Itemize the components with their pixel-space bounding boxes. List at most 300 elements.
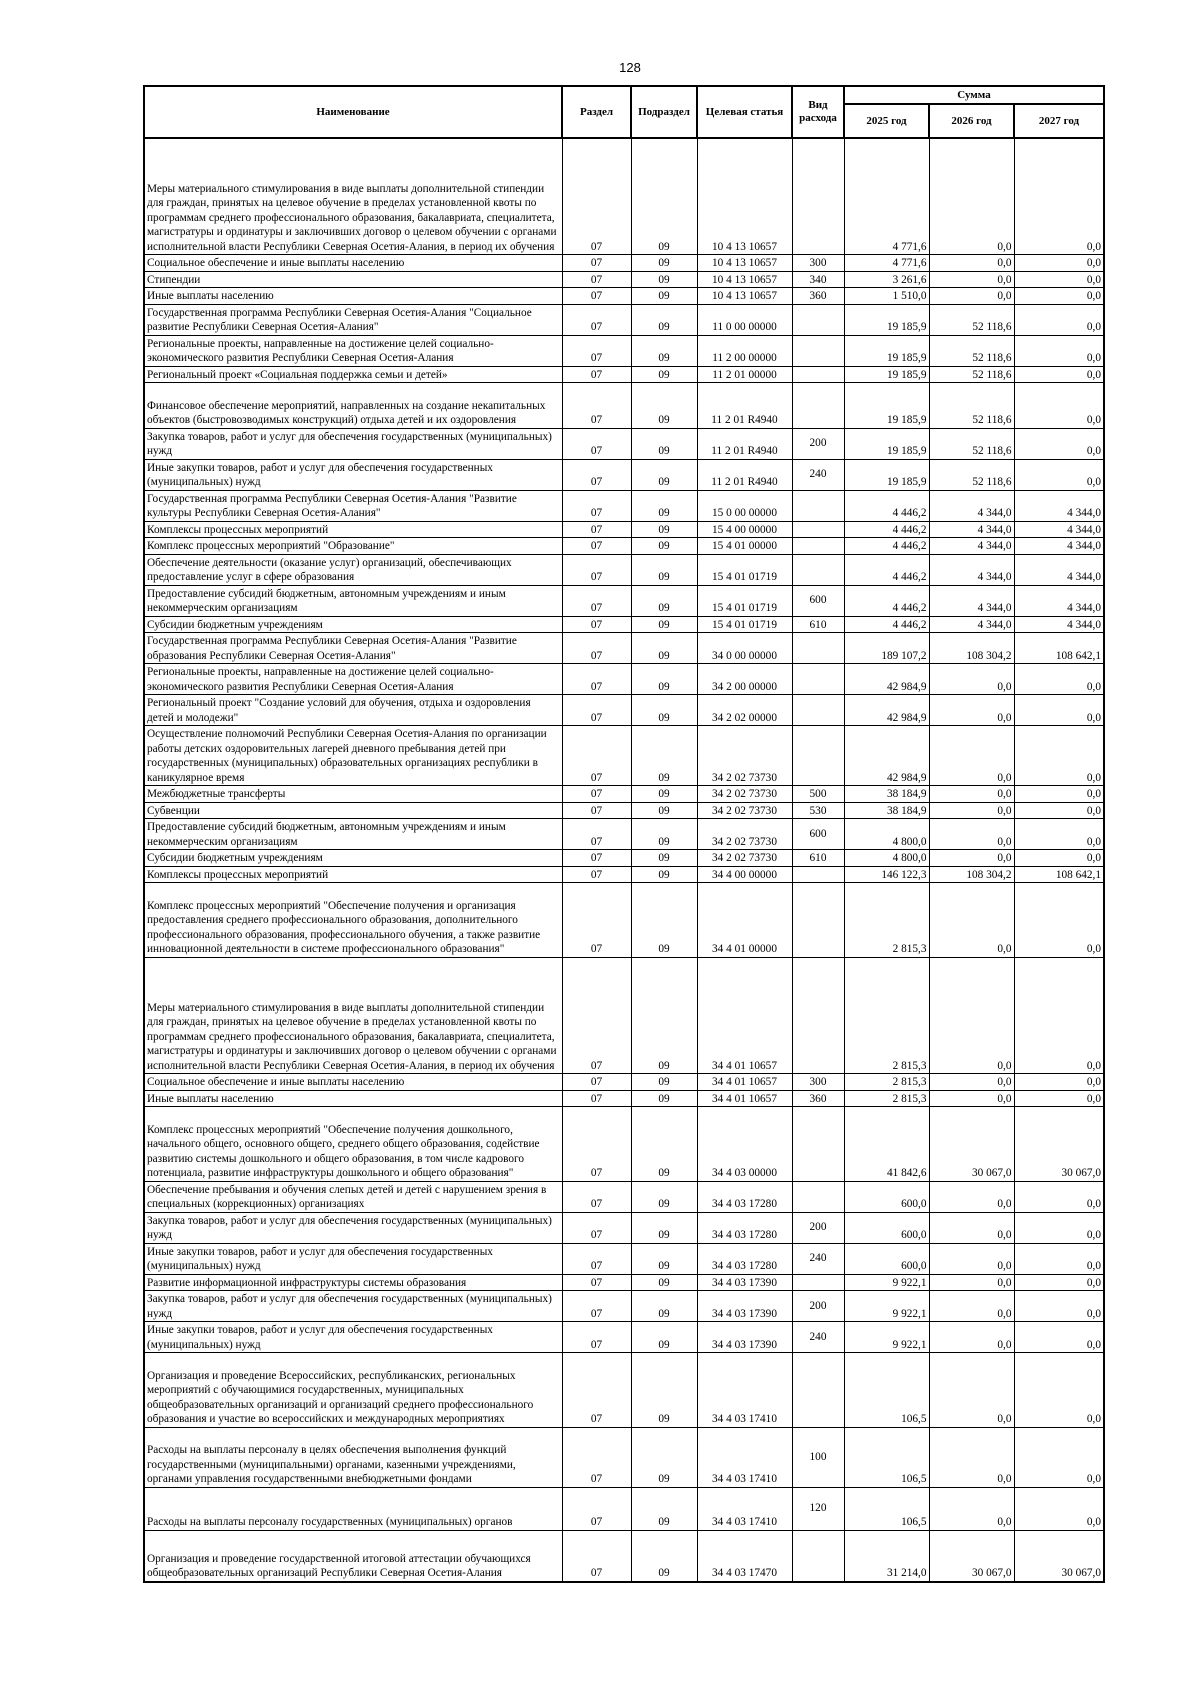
row-amount-2026: 4 344,0: [929, 616, 1014, 633]
row-expense-type: 120: [792, 1487, 844, 1530]
row-section: 07: [562, 726, 631, 786]
row-target: 11 2 01 00000: [697, 366, 792, 383]
row-target: 11 2 00 00000: [697, 335, 792, 366]
row-section: 07: [562, 585, 631, 616]
row-amount-2027: 0,0: [1014, 271, 1104, 288]
row-name: Меры материального стимулирования в виде выплаты дополнительной стипендии для граждан, принятых на целевое обучение в пределах установленной квоты по программам среднего профессионального образования, бакалавриата, специалитета, магистратуры и ординатуры и заключивших договор о целевом обучении с органами исполнительной власти Республики Северная Осетия-Алания, в период их обучения: [144, 138, 562, 255]
row-expense-type: [792, 1274, 844, 1291]
row-amount-2025: 189 107,2: [844, 633, 929, 664]
row-amount-2025: 106,5: [844, 1427, 929, 1487]
row-section: 07: [562, 1427, 631, 1487]
row-amount-2027: 0,0: [1014, 726, 1104, 786]
row-subsection: 09: [631, 585, 697, 616]
table-row: [144, 255, 1104, 272]
row-target: 34 4 01 10657: [697, 1074, 792, 1091]
row-section: 07: [562, 1291, 631, 1322]
row-expense-type: [792, 1107, 844, 1182]
row-expense-type: 360: [792, 1090, 844, 1107]
row-target: 15 4 01 01719: [697, 585, 792, 616]
row-amount-2026: 0,0: [929, 819, 1014, 850]
row-amount-2025: 4 800,0: [844, 850, 929, 867]
row-name: Осуществление полномочий Республики Северная Осетия-Алания по организации работы детских оздоровительных лагерей дневного пребывания детей при государственных (муниципальных) образовательных организациях республики в каникулярное время: [144, 726, 562, 786]
row-subsection: 09: [631, 726, 697, 786]
row-name: Предоставление субсидий бюджетным, автономным учреждениям и иным некоммерческим организациям: [144, 585, 562, 616]
row-amount-2025: 2 815,3: [844, 1090, 929, 1107]
table-row: [144, 802, 1104, 819]
row-subsection: 09: [631, 866, 697, 883]
table-row: [144, 695, 1104, 726]
row-amount-2026: 0,0: [929, 1090, 1014, 1107]
row-amount-2026: 0,0: [929, 1291, 1014, 1322]
row-amount-2027: 0,0: [1014, 695, 1104, 726]
row-expense-type: [792, 383, 844, 429]
row-target: 10 4 13 10657: [697, 271, 792, 288]
row-section: 07: [562, 1181, 631, 1212]
row-expense-type: 200: [792, 1291, 844, 1322]
row-subsection: 09: [631, 383, 697, 429]
row-amount-2025: 9 922,1: [844, 1274, 929, 1291]
table-row: [144, 1353, 1104, 1428]
row-amount-2026: 52 118,6: [929, 383, 1014, 429]
table-body: [144, 138, 1104, 1582]
row-name: Иные закупки товаров, работ и услуг для обеспечения государственных (муниципальных) нужд: [144, 1243, 562, 1274]
col-2026-header: 2026 год: [929, 104, 1014, 138]
row-expense-type: 200: [792, 428, 844, 459]
row-target: 34 4 03 17390: [697, 1322, 792, 1353]
row-expense-type: 360: [792, 288, 844, 305]
table-row: [144, 271, 1104, 288]
row-target: 34 2 02 73730: [697, 802, 792, 819]
table-row: [144, 428, 1104, 459]
row-name: Расходы на выплаты персоналу в целях обеспечения выполнения функций государственными (муниципальными) органами, казенными учреждениями, органами управления государственными внебюджетными фондами: [144, 1427, 562, 1487]
row-expense-type: [792, 883, 844, 958]
row-subsection: 09: [631, 957, 697, 1074]
row-section: 07: [562, 383, 631, 429]
row-target: 34 4 03 17410: [697, 1427, 792, 1487]
row-amount-2026: 52 118,6: [929, 428, 1014, 459]
row-section: 07: [562, 633, 631, 664]
table-row: [144, 383, 1104, 429]
row-amount-2026: 0,0: [929, 1274, 1014, 1291]
row-subsection: 09: [631, 1291, 697, 1322]
row-subsection: 09: [631, 1530, 697, 1582]
row-amount-2026: 52 118,6: [929, 366, 1014, 383]
row-subsection: 09: [631, 1274, 697, 1291]
row-subsection: 09: [631, 428, 697, 459]
row-amount-2026: 0,0: [929, 850, 1014, 867]
table-row: [144, 726, 1104, 786]
table-row: [144, 1322, 1104, 1353]
table-row: [144, 335, 1104, 366]
col-type-header: Вид расхода: [792, 86, 844, 138]
row-target: 11 2 01 R4940: [697, 459, 792, 490]
row-name: Закупка товаров, работ и услуг для обеспечения государственных (муниципальных) нужд: [144, 1212, 562, 1243]
row-subsection: 09: [631, 1074, 697, 1091]
row-amount-2027: 0,0: [1014, 957, 1104, 1074]
table-row: [144, 490, 1104, 521]
row-amount-2025: 19 185,9: [844, 335, 929, 366]
row-target: 34 4 03 17390: [697, 1274, 792, 1291]
row-amount-2026: 0,0: [929, 1322, 1014, 1353]
col-2025-header: 2025 год: [844, 104, 929, 138]
row-section: 07: [562, 538, 631, 555]
table-row: [144, 1487, 1104, 1530]
row-target: 34 4 03 17390: [697, 1291, 792, 1322]
row-amount-2025: 106,5: [844, 1353, 929, 1428]
row-amount-2027: 4 344,0: [1014, 538, 1104, 555]
row-section: 07: [562, 819, 631, 850]
row-section: 07: [562, 866, 631, 883]
row-expense-type: 600: [792, 819, 844, 850]
row-amount-2026: 52 118,6: [929, 459, 1014, 490]
col-sum-header: Сумма: [844, 86, 1104, 104]
row-subsection: 09: [631, 490, 697, 521]
row-amount-2027: 30 067,0: [1014, 1107, 1104, 1182]
row-section: 07: [562, 1530, 631, 1582]
row-expense-type: 200: [792, 1212, 844, 1243]
row-amount-2027: 0,0: [1014, 883, 1104, 958]
row-amount-2025: 4 446,2: [844, 616, 929, 633]
row-expense-type: [792, 1530, 844, 1582]
row-amount-2027: 0,0: [1014, 288, 1104, 305]
row-expense-type: [792, 695, 844, 726]
row-amount-2027: 30 067,0: [1014, 1530, 1104, 1582]
row-name: Комплекс процессных мероприятий "Обеспечение получения дошкольного, начального общего, основного общего, среднего общего образования, содействие развитию системы дошкольного и общего образования, в том числе кадрового потенциала, развитие инфраструктуры дошкольного и общего образования": [144, 1107, 562, 1182]
table-row: [144, 1530, 1104, 1582]
row-expense-type: [792, 538, 844, 555]
row-expense-type: [792, 664, 844, 695]
row-amount-2026: 4 344,0: [929, 585, 1014, 616]
row-section: 07: [562, 490, 631, 521]
row-name: Обеспечение пребывания и обучения слепых детей и детей с нарушением зрения в специальных (коррекционных) организациях: [144, 1181, 562, 1212]
row-expense-type: [792, 1353, 844, 1428]
row-amount-2025: 600,0: [844, 1181, 929, 1212]
row-amount-2027: 4 344,0: [1014, 490, 1104, 521]
row-amount-2025: 4 446,2: [844, 554, 929, 585]
row-section: 07: [562, 1212, 631, 1243]
row-section: 07: [562, 802, 631, 819]
row-section: 07: [562, 664, 631, 695]
row-amount-2027: 0,0: [1014, 383, 1104, 429]
row-amount-2027: 108 642,1: [1014, 866, 1104, 883]
row-amount-2027: 0,0: [1014, 1274, 1104, 1291]
row-name: Субсидии бюджетным учреждениям: [144, 850, 562, 867]
row-amount-2026: 0,0: [929, 802, 1014, 819]
row-subsection: 09: [631, 521, 697, 538]
row-name: Комплекс процессных мероприятий "Обеспечение получения и организация предоставления среднего профессионального образования, дополнительного профессионального образования, профессионального обучения, а также развитие инновационной деятельности в системе профессионального образования": [144, 883, 562, 958]
row-amount-2025: 19 185,9: [844, 428, 929, 459]
row-section: 07: [562, 459, 631, 490]
row-amount-2027: 4 344,0: [1014, 521, 1104, 538]
row-target: 34 4 01 00000: [697, 883, 792, 958]
table-row: [144, 850, 1104, 867]
row-subsection: 09: [631, 138, 697, 255]
row-section: 07: [562, 1090, 631, 1107]
row-amount-2027: 0,0: [1014, 428, 1104, 459]
row-name: Меры материального стимулирования в виде выплаты дополнительной стипендии для граждан, принятых на целевое обучение в пределах установленной квоты по программам среднего профессионального образования, бакалавриата, специалитета, магистратуры и ординатуры и заключивших договор о целевом обучении с органами исполнительной власти Республики Северная Осетия-Алания, в период их обучения: [144, 957, 562, 1074]
row-section: 07: [562, 1353, 631, 1428]
row-amount-2026: 52 118,6: [929, 335, 1014, 366]
row-section: 07: [562, 304, 631, 335]
table-row: [144, 459, 1104, 490]
row-amount-2026: 0,0: [929, 1212, 1014, 1243]
row-name: Государственная программа Республики Северная Осетия-Алания "Развитие образования Республики Северная Осетия-Алания": [144, 633, 562, 664]
row-name: Иные закупки товаров, работ и услуг для обеспечения государственных (муниципальных) нужд: [144, 459, 562, 490]
row-subsection: 09: [631, 786, 697, 803]
row-subsection: 09: [631, 335, 697, 366]
row-amount-2025: 600,0: [844, 1243, 929, 1274]
row-section: 07: [562, 616, 631, 633]
row-amount-2027: 4 344,0: [1014, 585, 1104, 616]
row-expense-type: 100: [792, 1427, 844, 1487]
row-amount-2025: 19 185,9: [844, 366, 929, 383]
row-amount-2027: 0,0: [1014, 802, 1104, 819]
row-amount-2027: 0,0: [1014, 366, 1104, 383]
table-row: [144, 819, 1104, 850]
table-row: [144, 138, 1104, 255]
row-target: 15 4 01 00000: [697, 538, 792, 555]
row-target: 11 2 01 R4940: [697, 383, 792, 429]
table-row: [144, 1181, 1104, 1212]
row-section: 07: [562, 1074, 631, 1091]
row-amount-2025: 146 122,3: [844, 866, 929, 883]
row-amount-2025: 2 815,3: [844, 957, 929, 1074]
row-subsection: 09: [631, 802, 697, 819]
row-amount-2026: 0,0: [929, 883, 1014, 958]
row-amount-2025: 4 771,6: [844, 255, 929, 272]
row-name: Иные выплаты населению: [144, 1090, 562, 1107]
row-amount-2027: 0,0: [1014, 1243, 1104, 1274]
row-amount-2026: 0,0: [929, 726, 1014, 786]
row-section: 07: [562, 1487, 631, 1530]
row-expense-type: 610: [792, 850, 844, 867]
row-amount-2025: 31 214,0: [844, 1530, 929, 1582]
row-target: 10 4 13 10657: [697, 288, 792, 305]
row-section: 07: [562, 554, 631, 585]
row-amount-2025: 42 984,9: [844, 695, 929, 726]
row-amount-2026: 0,0: [929, 786, 1014, 803]
row-amount-2027: 0,0: [1014, 1090, 1104, 1107]
row-amount-2026: 0,0: [929, 1074, 1014, 1091]
row-expense-type: 240: [792, 459, 844, 490]
row-subsection: 09: [631, 1427, 697, 1487]
row-amount-2027: 0,0: [1014, 138, 1104, 255]
row-amount-2026: 108 304,2: [929, 866, 1014, 883]
row-section: 07: [562, 786, 631, 803]
row-target: 34 2 02 73730: [697, 726, 792, 786]
row-amount-2026: 0,0: [929, 957, 1014, 1074]
row-subsection: 09: [631, 695, 697, 726]
row-expense-type: [792, 138, 844, 255]
row-expense-type: 500: [792, 786, 844, 803]
row-section: 07: [562, 255, 631, 272]
row-expense-type: 610: [792, 616, 844, 633]
row-subsection: 09: [631, 1322, 697, 1353]
row-amount-2027: 0,0: [1014, 1212, 1104, 1243]
row-expense-type: 300: [792, 1074, 844, 1091]
row-amount-2025: 9 922,1: [844, 1291, 929, 1322]
table-row: [144, 883, 1104, 958]
row-name: Региональные проекты, направленные на достижение целей социально-экономического развития Республики Северная Осетия-Алания: [144, 664, 562, 695]
row-target: 34 2 02 73730: [697, 850, 792, 867]
col-name-header: Наименование: [144, 86, 562, 138]
table-row: [144, 288, 1104, 305]
table-row: [144, 664, 1104, 695]
row-target: 34 4 03 00000: [697, 1107, 792, 1182]
row-subsection: 09: [631, 366, 697, 383]
row-section: 07: [562, 1322, 631, 1353]
row-amount-2026: 0,0: [929, 288, 1014, 305]
row-target: 15 4 01 01719: [697, 554, 792, 585]
row-name: Комплексы процессных мероприятий: [144, 866, 562, 883]
row-amount-2027: 0,0: [1014, 1487, 1104, 1530]
row-target: 34 0 00 00000: [697, 633, 792, 664]
row-target: 34 4 01 10657: [697, 1090, 792, 1107]
row-amount-2025: 4 446,2: [844, 538, 929, 555]
row-expense-type: [792, 633, 844, 664]
row-subsection: 09: [631, 850, 697, 867]
row-name: Закупка товаров, работ и услуг для обеспечения государственных (муниципальных) нужд: [144, 428, 562, 459]
row-amount-2026: 30 067,0: [929, 1107, 1014, 1182]
row-expense-type: [792, 554, 844, 585]
row-subsection: 09: [631, 271, 697, 288]
row-name: Региональный проект "Создание условий для обучения, отдыха и оздоровления детей и молодежи": [144, 695, 562, 726]
table-row: [144, 1090, 1104, 1107]
row-amount-2025: 38 184,9: [844, 786, 929, 803]
row-amount-2026: 52 118,6: [929, 304, 1014, 335]
row-amount-2026: 0,0: [929, 1353, 1014, 1428]
row-section: 07: [562, 288, 631, 305]
row-amount-2025: 4 446,2: [844, 521, 929, 538]
row-expense-type: [792, 957, 844, 1074]
row-amount-2027: 4 344,0: [1014, 616, 1104, 633]
table-row: [144, 1274, 1104, 1291]
row-section: 07: [562, 850, 631, 867]
table-row: [144, 1427, 1104, 1487]
row-amount-2025: 3 261,6: [844, 271, 929, 288]
page-number: 128: [619, 60, 641, 75]
table-row: [144, 366, 1104, 383]
row-amount-2025: 106,5: [844, 1487, 929, 1530]
row-section: 07: [562, 957, 631, 1074]
row-subsection: 09: [631, 1090, 697, 1107]
row-target: 10 4 13 10657: [697, 255, 792, 272]
row-amount-2025: 19 185,9: [844, 304, 929, 335]
row-amount-2026: 4 344,0: [929, 490, 1014, 521]
row-amount-2027: 0,0: [1014, 664, 1104, 695]
row-amount-2027: 4 344,0: [1014, 554, 1104, 585]
row-amount-2026: 0,0: [929, 271, 1014, 288]
row-name: Развитие информационной инфраструктуры системы образования: [144, 1274, 562, 1291]
row-subsection: 09: [631, 1107, 697, 1182]
row-amount-2025: 2 815,3: [844, 883, 929, 958]
row-amount-2025: 38 184,9: [844, 802, 929, 819]
table-header: [144, 86, 1104, 138]
row-target: 10 4 13 10657: [697, 138, 792, 255]
row-name: Социальное обеспечение и иные выплаты населению: [144, 1074, 562, 1091]
table-row: [144, 633, 1104, 664]
row-amount-2027: 0,0: [1014, 335, 1104, 366]
table-row: [144, 957, 1104, 1074]
row-amount-2027: 0,0: [1014, 1291, 1104, 1322]
row-amount-2026: 0,0: [929, 1243, 1014, 1274]
row-name: Расходы на выплаты персоналу государственных (муниципальных) органов: [144, 1487, 562, 1530]
row-amount-2027: 0,0: [1014, 1322, 1104, 1353]
row-subsection: 09: [631, 1487, 697, 1530]
row-amount-2025: 41 842,6: [844, 1107, 929, 1182]
row-target: 34 4 00 00000: [697, 866, 792, 883]
row-subsection: 09: [631, 616, 697, 633]
row-name: Предоставление субсидий бюджетным, автономным учреждениям и иным некоммерческим организациям: [144, 819, 562, 850]
row-amount-2025: 9 922,1: [844, 1322, 929, 1353]
row-name: Финансовое обеспечение мероприятий, направленных на создание некапитальных объектов (быстровозводимых конструкций) отдыха детей и их оздоровления: [144, 383, 562, 429]
row-target: 34 4 01 10657: [697, 957, 792, 1074]
row-section: 07: [562, 366, 631, 383]
table-row: [144, 554, 1104, 585]
row-amount-2027: 108 642,1: [1014, 633, 1104, 664]
row-name: Государственная программа Республики Северная Осетия-Алания "Социальное развитие Республики Северная Осетия-Алания": [144, 304, 562, 335]
row-amount-2027: 0,0: [1014, 304, 1104, 335]
row-amount-2027: 0,0: [1014, 1074, 1104, 1091]
row-expense-type: 340: [792, 271, 844, 288]
row-expense-type: 240: [792, 1243, 844, 1274]
table-row: [144, 304, 1104, 335]
row-subsection: 09: [631, 304, 697, 335]
row-expense-type: [792, 1181, 844, 1212]
row-target: 15 4 01 01719: [697, 616, 792, 633]
col-section-header: Раздел: [562, 86, 631, 138]
row-section: 07: [562, 1107, 631, 1182]
row-amount-2027: 0,0: [1014, 850, 1104, 867]
row-amount-2027: 0,0: [1014, 1427, 1104, 1487]
row-expense-type: [792, 521, 844, 538]
row-amount-2027: 0,0: [1014, 819, 1104, 850]
row-subsection: 09: [631, 819, 697, 850]
row-subsection: 09: [631, 255, 697, 272]
row-section: 07: [562, 428, 631, 459]
row-amount-2027: 0,0: [1014, 1353, 1104, 1428]
table-row: [144, 585, 1104, 616]
row-expense-type: 240: [792, 1322, 844, 1353]
row-subsection: 09: [631, 1181, 697, 1212]
row-target: 34 4 03 17280: [697, 1243, 792, 1274]
row-expense-type: [792, 490, 844, 521]
row-amount-2026: 0,0: [929, 138, 1014, 255]
row-expense-type: 600: [792, 585, 844, 616]
row-subsection: 09: [631, 554, 697, 585]
row-subsection: 09: [631, 1353, 697, 1428]
row-name: Комплекс процессных мероприятий "Образование": [144, 538, 562, 555]
row-section: 07: [562, 521, 631, 538]
row-expense-type: [792, 366, 844, 383]
row-name: Субсидии бюджетным учреждениям: [144, 616, 562, 633]
table-row: [144, 1291, 1104, 1322]
row-target: 11 0 00 00000: [697, 304, 792, 335]
row-name: Стипендии: [144, 271, 562, 288]
row-name: Иные выплаты населению: [144, 288, 562, 305]
row-amount-2026: 108 304,2: [929, 633, 1014, 664]
row-target: 34 2 02 00000: [697, 695, 792, 726]
row-target: 11 2 01 R4940: [697, 428, 792, 459]
row-expense-type: [792, 866, 844, 883]
row-name: Региональный проект «Социальная поддержка семьи и детей»: [144, 366, 562, 383]
row-target: 34 2 00 00000: [697, 664, 792, 695]
row-expense-type: [792, 335, 844, 366]
row-subsection: 09: [631, 1243, 697, 1274]
table-row: [144, 786, 1104, 803]
table-row: [144, 1212, 1104, 1243]
row-amount-2025: 19 185,9: [844, 383, 929, 429]
